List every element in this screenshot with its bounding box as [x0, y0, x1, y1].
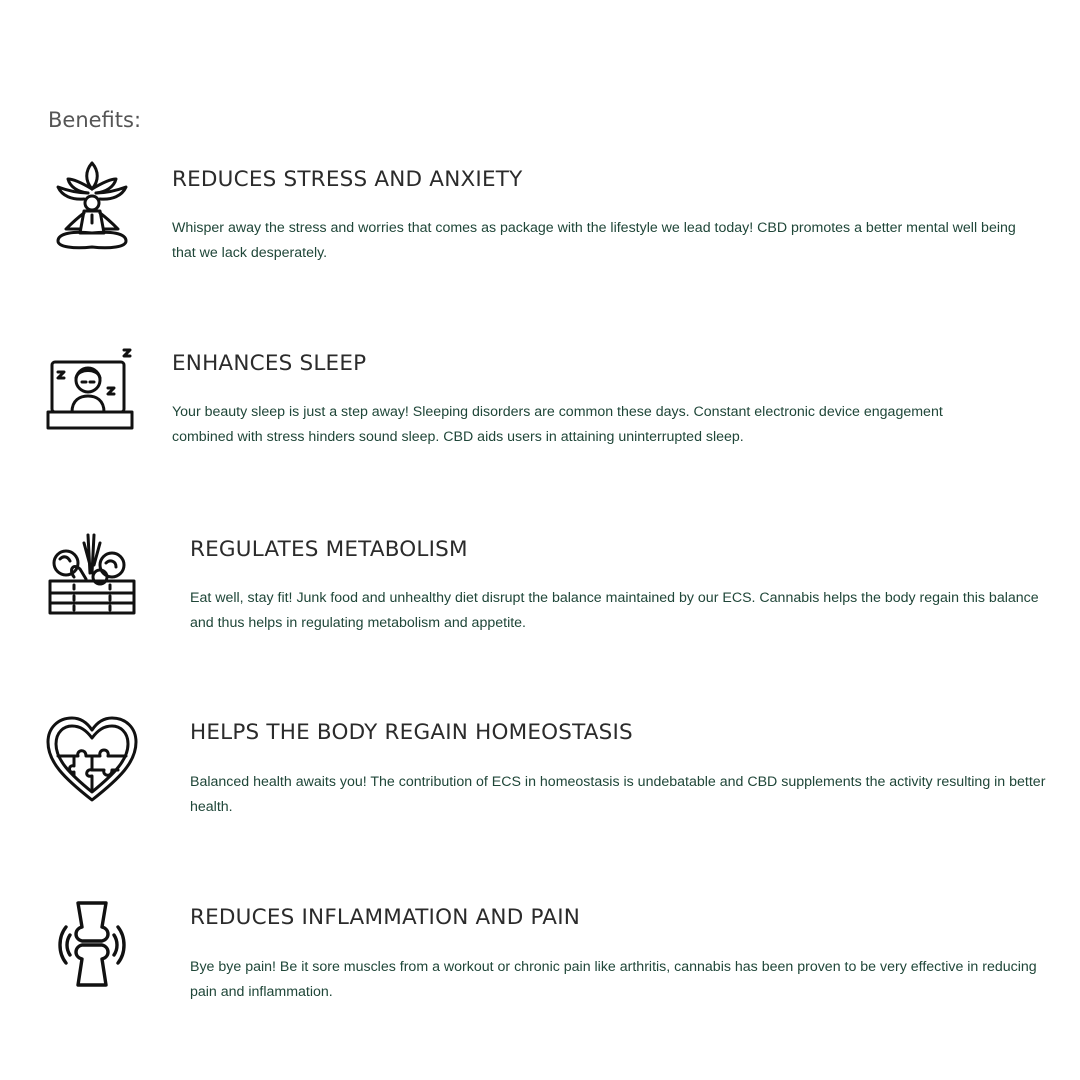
- benefit-description: Eat well, stay fit! Junk food and unhealthy diet disrupt the balance maintained by our ECS. Cannabis helps the body regain this balance and thus helps in regulating metabolism and appetite.: [190, 590, 1039, 631]
- sleeping-person-icon: [44, 342, 140, 438]
- knee-joint-icon: [44, 897, 140, 993]
- vegetable-crate-icon: [44, 529, 140, 625]
- benefit-title: ENHANCES SLEEP: [172, 351, 367, 376]
- benefit-title: REGULATES METABOLISM: [190, 537, 468, 562]
- benefit-title: REDUCES INFLAMMATION AND PAIN: [190, 905, 581, 930]
- benefit-title: REDUCES STRESS AND ANXIETY: [172, 167, 523, 192]
- benefit-title: HELPS THE BODY REGAIN HOMEOSTASIS: [190, 720, 633, 745]
- benefit-description: Your beauty sleep is just a step away! Sleeping disorders are common these days. Constant electronic device engagement combined with stress hinders sound sleep. CBD aids users in attaining uninterrupted sleep.: [172, 404, 943, 445]
- benefit-description: Bye bye pain! Be it sore muscles from a workout or chronic pain like arthritis, cannabis has been proven to be very effective in reducing pain and inflammation.: [190, 959, 1037, 1000]
- benefit-description: Whisper away the stress and worries that comes as package with the lifestyle we lead today! CBD promotes a better mental well being that we lack desperately.: [172, 220, 1016, 261]
- benefit-description: Balanced health awaits you! The contribution of ECS in homeostasis is undebatable and CBD supplements the activity resulting in better health.: [190, 774, 1046, 815]
- section-heading: Benefits:: [48, 108, 142, 132]
- puzzle-heart-icon: [44, 712, 140, 808]
- meditation-lotus-icon: [44, 159, 140, 255]
